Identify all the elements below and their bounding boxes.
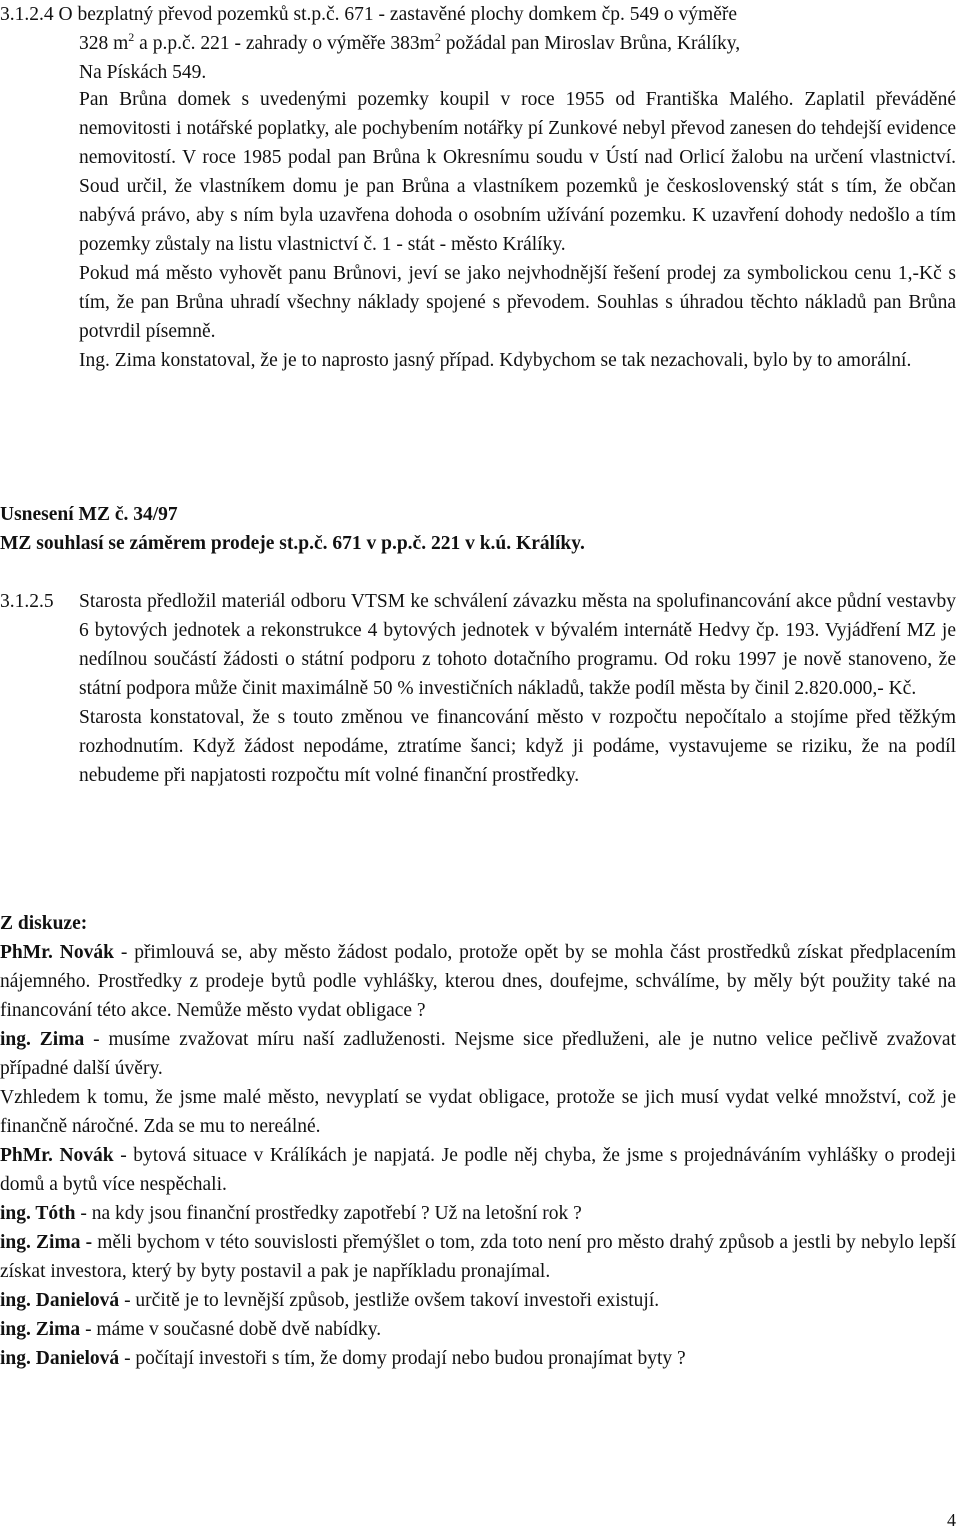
entry-text: - musíme zvažovat míru naší zadluženosti. Nejsme sice předluženi, ale je nutno velice pečlivě zvažovat případné další úvěry. xyxy=(0,1029,957,1079)
superscript: 2 xyxy=(128,30,135,44)
resolution-text: MZ souhlasí se záměrem prodeje st.p.č. 671 v p.p.č. 221 v k.ú. Králíky. xyxy=(0,533,585,554)
section-3-1-2-4-body xyxy=(0,85,956,375)
speaker-name: ing. Tóth xyxy=(0,1203,76,1224)
discussion-entry xyxy=(0,938,956,1025)
section-number: 3.1.2.5 xyxy=(0,591,54,612)
section-3-1-2-4-heading-line2 xyxy=(0,29,956,58)
discussion-heading: Z diskuze: xyxy=(0,913,88,934)
discussion-entry xyxy=(0,1228,956,1286)
discussion-entry xyxy=(0,1315,956,1344)
section-3-1-2-4-heading xyxy=(0,0,956,87)
heading-text: požádal pan Miroslav Brůna, Králíky, xyxy=(440,33,741,54)
entry-text: - určitě je to levnější způsob, jestliže ovšem takoví investoři existují. xyxy=(119,1290,660,1311)
heading-text: O bezplatný převod pozemků st.p.č. 671 - zastavěné plochy domkem čp. 549 o výměře xyxy=(58,4,738,25)
discussion-entry xyxy=(0,1199,956,1228)
body-paragraph: Starosta konstatoval, že s touto změnou ve financování město v rozpočtu nepočítalo a stojíme před těžkým rozhodnutím. Když žádost nepodáme, ztratíme šanci; když ji podáme, vystavujeme se riziku, že na podíl nebudeme při napjatosti rozpočtu mít volné finanční prostředky. xyxy=(79,707,956,786)
entry-text: - máme v současné době dvě nabídky. xyxy=(80,1319,382,1340)
entry-text: měli bychom v této souvislosti přemýšlet o tom, zda toto není pro město drahý způsob a jestli by nebylo lepší získat investora, který by byty postavil a pak je napříkladu pronajímal. xyxy=(0,1232,956,1282)
body-paragraph: Pokud má město vyhovět panu Brůnovi, jeví se jako nejvhodnější řešení prodej za symbolickou cenu 1,-Kč s tím, že pan Brůna uhradí všechny náklady spojené s převodem. Souhlas s úhradou těchto nákladů pan Brůna potvrdil písemně. xyxy=(79,263,956,342)
entry-text: - počítají investoři s tím, že domy prodají nebo budou pronajímat byty ? xyxy=(119,1348,686,1369)
body-paragraph: Ing. Zima konstatoval, že je to naprosto jasný případ. Kdybychom se tak nezachovali, bylo by to amorální. xyxy=(79,350,912,371)
discussion-entry xyxy=(0,1141,956,1199)
discussion xyxy=(0,909,956,1373)
speaker-name: PhMr. Novák xyxy=(0,942,114,963)
heading-text: 328 m xyxy=(79,33,129,54)
section-3-1-2-4-heading-line3: Na Pískách 549. xyxy=(79,62,207,83)
speaker-name: ing. Danielová xyxy=(0,1290,120,1311)
resolution xyxy=(0,500,956,558)
entry-text: Vzhledem k tomu, že jsme malé město, nevyplatí se vydat obligace, protože se jich musí vydat velké množství, což je finančně náročné. Zda se mu to nereálné. xyxy=(0,1087,956,1137)
heading-text: a p.p.č. 221 - zahrady o výměře 383m xyxy=(134,33,435,54)
body-paragraph: Pan Brůna domek s uvedenými pozemky koupil v roce 1955 od Františka Malého. Zaplatil převáděné nemovitosti i notářské poplatky, ale pochybením notářky pí Zunkové nebyl převod zanesen do tehdejší evidence nemovitostí. V roce 1985 podal pan Brůna k Okresnímu soudu v Ústí nad Orlicí žalobu na určení vlastnictví. Soud určil, že vlastníkem domu je pan Brůna a vlastníkem pozemků je československý stát s tím, že občan nabývá právo, aby s ním byla uzavřena dohoda o osobním užívání pozemku. K uzavření dohody nedošlo a tím pozemky zůstaly na listu vlastnictví č. 1 - stát - město Králíky. xyxy=(79,89,956,255)
body-paragraph: Starosta předložil materiál odboru VTSM ke schválení závazku města na spolufinancování akce půdní vestavby 6 bytových jednotek a rekonstrukce 4 bytových jednotek v bývalém internátě Hedvy čp. 193. Vyjádření MZ je nedílnou součástí žádosti o státní podporu z tohoto dotačního programu. Od roku 1997 je nově stanoveno, že státní podpora může činit maximálně 50 % investičních nákladů, takže podíl města by činil 2.820.000,- Kč. xyxy=(79,591,956,699)
speaker-name: ing. Zima - xyxy=(0,1232,93,1253)
section-3-1-2-4-heading-line1 xyxy=(0,0,956,29)
discussion-entry xyxy=(0,1286,956,1315)
speaker-name: ing. Danielová xyxy=(0,1348,120,1369)
page-number: 4 xyxy=(947,1510,956,1530)
resolution-title: Usnesení MZ č. 34/97 xyxy=(0,504,178,525)
speaker-name: PhMr. Novák xyxy=(0,1145,114,1166)
superscript: 2 xyxy=(434,30,441,44)
speaker-name: ing. Zima xyxy=(0,1319,81,1340)
discussion-entry xyxy=(0,1344,956,1373)
section-3-1-2-5 xyxy=(0,587,956,790)
discussion-entry xyxy=(0,1083,956,1141)
entry-text: - na kdy jsou finanční prostředky zapotřebí ? Už na letošní rok ? xyxy=(75,1203,582,1224)
entry-text: - přimlouvá se, aby město žádost podalo, protože opět by se mohla část prostředků získat předplacením nájemného. Prostředky z prodeje bytů podle vyhlášky, kterou dnes, doufejme, schválíme, by měly být použity také na financování této akce. Nemůže město vydat obligace ? xyxy=(0,942,956,1021)
discussion-entry xyxy=(0,1025,956,1083)
entry-text: - bytová situace v Králíkách je napjatá. Je podle něj chyba, že jsme s projednáváním vyhlášky o prodeji domů a bytů více nespěchali. xyxy=(0,1145,956,1195)
section-number: 3.1.2.4 xyxy=(0,4,54,25)
speaker-name: ing. Zima xyxy=(0,1029,85,1050)
